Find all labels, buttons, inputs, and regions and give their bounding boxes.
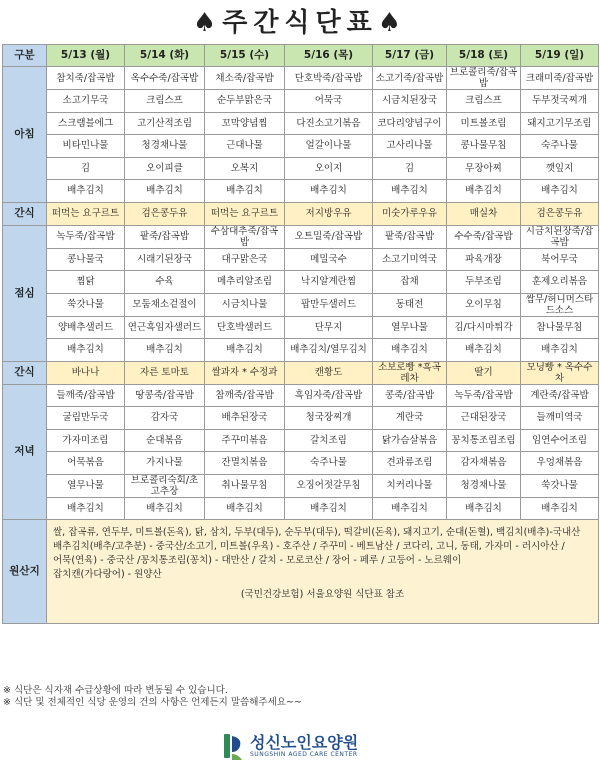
menu-cell: 무장아찌: [447, 157, 521, 180]
menu-cell: 단호박샐러드: [205, 316, 285, 339]
menu-cell: 감자채볶음: [447, 452, 521, 475]
menu-cell: 두부조림: [447, 271, 521, 294]
menu-cell: 동태전: [373, 293, 447, 316]
menu-cell: 훈제오리볶음: [521, 271, 599, 294]
menu-cell: 땅콩죽/잡곡밥: [125, 384, 205, 407]
menu-cell: 배추김치: [47, 180, 125, 203]
menu-cell: 오이지: [285, 157, 373, 180]
menu-cell: 잡채: [373, 271, 447, 294]
day-header: 5/15 (수): [205, 45, 285, 67]
logo-subtitle: SUNGSHIN AGED CARE CENTER: [250, 751, 358, 758]
lunch-row: [3, 339, 599, 362]
day-header: 5/18 (토): [447, 45, 521, 67]
origin-line: 잡치캔(가다랑어) - 원양산: [53, 569, 162, 580]
menu-cell: 크림스프: [125, 90, 205, 113]
snack-cell: 검은콩두유: [521, 202, 599, 225]
menu-cell: 오이무침: [447, 293, 521, 316]
menu-cell: 팝만두샐러드: [285, 293, 373, 316]
lunch-label: 점심: [3, 225, 47, 361]
day-header: 5/16 (목): [285, 45, 373, 67]
menu-cell: 배추김치: [205, 497, 285, 520]
menu-cell: 어묵볶음: [47, 452, 125, 475]
menu-cell: 시래기된장국: [125, 248, 205, 271]
menu-cell: 깻잎지: [521, 157, 599, 180]
menu-cell: 치커리나물: [373, 474, 447, 497]
menu-cell: 대구맑은국: [205, 248, 285, 271]
menu-cell: 브로콜리숙회/초고추장: [125, 474, 205, 497]
menu-cell: 계란죽/잡곡밥: [521, 384, 599, 407]
menu-cell: 코다리양념구이: [373, 112, 447, 135]
menu-cell: 우엉채볶음: [521, 452, 599, 475]
menu-cell: 콩나물무침: [447, 135, 521, 158]
day-header: 5/14 (화): [125, 45, 205, 67]
lunch-row: [3, 271, 599, 294]
notes: [3, 685, 593, 709]
menu-cell: 가자미조림: [47, 429, 125, 452]
note-line: ※ 식단 및 전체적인 식당 운영의 건의 사항은 언제든지 말씀해주세요~~: [3, 697, 302, 708]
header-corner: 구분: [3, 45, 47, 67]
menu-cell: 오복지: [205, 157, 285, 180]
menu-cell: 연근흑임자샐러드: [125, 316, 205, 339]
menu-cell: 미트볼조림: [447, 112, 521, 135]
menu-cell: 배추김치/열무김치: [285, 339, 373, 362]
menu-cell: 쑥갓나물: [521, 474, 599, 497]
menu-cell: 배추김치: [205, 180, 285, 203]
menu-cell: 임연수어조림: [521, 429, 599, 452]
menu-cell: 배추된장국: [205, 407, 285, 430]
menu-cell: 숙주나물: [285, 452, 373, 475]
weekly-menu-table: [2, 44, 599, 624]
lunch-row: [3, 293, 599, 316]
menu-cell: 열무나물: [47, 474, 125, 497]
menu-cell: 닭가슴살볶음: [373, 429, 447, 452]
menu-cell: 꼬막양념찜: [205, 112, 285, 135]
menu-cell: 참깨죽/잡곡밥: [205, 384, 285, 407]
menu-cell: 쑥갓나물: [47, 293, 125, 316]
menu-cell: 팥죽/잡곡밥: [373, 225, 447, 248]
breakfast-row: [3, 67, 599, 90]
menu-cell: 찜닭: [47, 271, 125, 294]
menu-cell: 갈치조림: [285, 429, 373, 452]
menu-cell: 배추김치: [373, 339, 447, 362]
menu-cell: 근대된장국: [447, 407, 521, 430]
snack-cell: 모닝빵 * 옥수수차: [521, 361, 599, 384]
menu-cell: 순대볶음: [125, 429, 205, 452]
menu-cell: 옥수수죽/잡곡밥: [125, 67, 205, 90]
menu-cell: 녹두죽/잡곡밥: [47, 225, 125, 248]
menu-cell: 비타민나물: [47, 135, 125, 158]
menu-cell: 견과류조림: [373, 452, 447, 475]
menu-cell: 돼지고기무조림: [521, 112, 599, 135]
snack-cell: 딸기: [447, 361, 521, 384]
menu-cell: 어묵국: [285, 90, 373, 113]
origin-note: (국민건강보험) 서울요양원 식단표 참조: [240, 589, 405, 600]
menu-cell: 꽁치통조림조림: [447, 429, 521, 452]
menu-cell: 배추김치: [373, 497, 447, 520]
breakfast-row: [3, 157, 599, 180]
menu-cell: 김/다시마튀각: [447, 316, 521, 339]
menu-cell: 배추김치: [373, 180, 447, 203]
origin-line: 배추김치(배추/고추분) - 중국산/소고기, 미트볼(우육) - 호주산 / 주꾸미 - 베트남산 / 코다리, 고니, 동태, 가자미 - 러시아산 /: [53, 541, 565, 552]
menu-cell: 메밀국수: [285, 248, 373, 271]
menu-cell: 오징어젓갈무침: [285, 474, 373, 497]
logo-name: 성신노인요양원: [250, 733, 359, 752]
menu-cell: 채소죽/잡곡밥: [205, 67, 285, 90]
snack1-label: 간식: [3, 202, 47, 225]
menu-cell: 북어무국: [521, 248, 599, 271]
dinner-row: [3, 497, 599, 520]
menu-cell: 계란국: [373, 407, 447, 430]
lunch-row: [3, 316, 599, 339]
menu-cell: 흑임자죽/잡곡밥: [285, 384, 373, 407]
menu-cell: 굴림만두국: [47, 407, 125, 430]
menu-cell: 수삼대추죽/잡곡밥: [205, 225, 285, 248]
snack-cell: 떠먹는 요구르트: [47, 202, 125, 225]
menu-cell: 팥죽/잡곡밥: [125, 225, 205, 248]
menu-cell: 배추김치: [47, 497, 125, 520]
menu-cell: 콩죽/잡곡밥: [373, 384, 447, 407]
menu-cell: 시금치된장죽/잡곡밥: [521, 225, 599, 248]
day-header: 5/13 (월): [47, 45, 125, 67]
dinner-row: [3, 384, 599, 407]
day-header: 5/19 (일): [521, 45, 599, 67]
origin-text: [47, 520, 599, 624]
menu-cell: 얼갈이나물: [285, 135, 373, 158]
dinner-row: [3, 407, 599, 430]
menu-cell: 배추김치: [47, 339, 125, 362]
sungshin-logo-icon: [222, 732, 244, 762]
menu-cell: 모둠채소겉절이: [125, 293, 205, 316]
menu-cell: 배추김치: [521, 497, 599, 520]
menu-cell: 배추김치: [285, 180, 373, 203]
snack1-row: [3, 202, 599, 225]
menu-cell: 취나물무침: [205, 474, 285, 497]
menu-cell: 배추김치: [447, 180, 521, 203]
menu-cell: 김: [47, 157, 125, 180]
snack-cell: 소보로빵 *흑곡레차: [373, 361, 447, 384]
origin-line: 어묵(연육) - 중국산 /꽁치통조림(꽁치) - 대만산 / 갈치 - 모로코산 / 장어 - 페루 / 고등어 - 노르웨이: [53, 555, 462, 566]
lunch-row: [3, 248, 599, 271]
menu-cell: 청경채나물: [125, 135, 205, 158]
origin-label: 원산지: [3, 520, 47, 624]
snack-cell: 미숫가루우유: [373, 202, 447, 225]
menu-cell: 청국장찌개: [285, 407, 373, 430]
menu-cell: 감자국: [125, 407, 205, 430]
menu-cell: 숙주나물: [521, 135, 599, 158]
dinner-row: [3, 429, 599, 452]
menu-cell: 참나물무침: [521, 316, 599, 339]
menu-cell: 배추김치: [447, 497, 521, 520]
menu-cell: 크림스프: [447, 90, 521, 113]
menu-cell: 단무지: [285, 316, 373, 339]
menu-cell: 참치죽/잡곡밥: [47, 67, 125, 90]
breakfast-row: [3, 135, 599, 158]
header-row: [3, 45, 599, 67]
menu-cell: 수육: [125, 271, 205, 294]
menu-cell: 들깨죽/잡곡밥: [47, 384, 125, 407]
menu-cell: 소고기무국: [47, 90, 125, 113]
menu-cell: 쌈무/허니머스타드소스: [521, 293, 599, 316]
dinner-label: 저녁: [3, 384, 47, 520]
menu-cell: 배추김치: [125, 339, 205, 362]
snack-cell: 쌀과자 * 수정과: [205, 361, 285, 384]
breakfast-label: 아침: [3, 67, 47, 203]
menu-cell: 시금치나물: [205, 293, 285, 316]
menu-cell: 시금치된장국: [373, 90, 447, 113]
breakfast-row: [3, 112, 599, 135]
menu-cell: 김: [373, 157, 447, 180]
page-title: ♠주간식단표♠: [192, 8, 408, 38]
snack2-label: 간식: [3, 361, 47, 384]
snack-cell: 검은콩두유: [125, 202, 205, 225]
menu-cell: 오이피클: [125, 157, 205, 180]
snack-cell: 매실차: [447, 202, 521, 225]
menu-cell: 고기산적조림: [125, 112, 205, 135]
menu-cell: 크래미죽/잡곡밥: [521, 67, 599, 90]
day-header: 5/17 (금): [373, 45, 447, 67]
menu-cell: 낙지알계란찜: [285, 271, 373, 294]
menu-cell: 소고기미역국: [373, 248, 447, 271]
menu-cell: 배추김치: [285, 497, 373, 520]
note-line: ※ 식단은 식자재 수급상황에 따라 변동될 수 있습니다.: [3, 685, 228, 696]
dinner-row: [3, 474, 599, 497]
menu-cell: 오트밀죽/잡곡밥: [285, 225, 373, 248]
menu-cell: 주꾸미볶음: [205, 429, 285, 452]
menu-cell: 녹두죽/잡곡밥: [447, 384, 521, 407]
menu-cell: 배추김치: [125, 497, 205, 520]
menu-cell: 청경채나물: [447, 474, 521, 497]
menu-cell: 수수죽/잡곡밥: [447, 225, 521, 248]
menu-cell: 소고기죽/잡곡밥: [373, 67, 447, 90]
menu-cell: 다진소고기볶음: [285, 112, 373, 135]
menu-cell: 열무나물: [373, 316, 447, 339]
snack-cell: 떠먹는 요구르트: [205, 202, 285, 225]
menu-cell: 들깨미역국: [521, 407, 599, 430]
menu-cell: 배추김치: [521, 180, 599, 203]
snack2-row: [3, 361, 599, 384]
menu-cell: 고사리나물: [373, 135, 447, 158]
menu-cell: 배추김치: [125, 180, 205, 203]
menu-cell: 가지나물: [125, 452, 205, 475]
origin-line: 쌀, 잡곡류, 연두부, 미트볼(돈육), 닭, 삼치, 두부(대두), 순두부(대두), 떡갈비(돈육), 돼지고기, 순대(돈혈), 백김치(배추)-국내산: [53, 527, 581, 538]
dinner-row: [3, 452, 599, 475]
menu-cell: 잔멸치볶음: [205, 452, 285, 475]
snack-cell: 바나나: [47, 361, 125, 384]
snack-cell: 캔황도: [285, 361, 373, 384]
breakfast-row: [3, 90, 599, 113]
snack-cell: 자른 토마토: [125, 361, 205, 384]
menu-cell: 메추리알조림: [205, 271, 285, 294]
menu-cell: 배추김치: [205, 339, 285, 362]
menu-cell: 배추김치: [447, 339, 521, 362]
origin-row: [3, 520, 599, 624]
lunch-row: [3, 225, 599, 248]
logo: [222, 730, 382, 766]
menu-cell: 단호박죽/잡곡밥: [285, 67, 373, 90]
menu-cell: 두부젓국찌개: [521, 90, 599, 113]
menu-cell: 스크램블에그: [47, 112, 125, 135]
menu-cell: 양배추샐러드: [47, 316, 125, 339]
snack-cell: 저지방우유: [285, 202, 373, 225]
breakfast-row: [3, 180, 599, 203]
menu-cell: 순두부맑은국: [205, 90, 285, 113]
menu-cell: 파육개장: [447, 248, 521, 271]
menu-cell: 근대나물: [205, 135, 285, 158]
menu-cell: 브로콜리죽/잡곡밥: [447, 67, 521, 90]
menu-cell: 콩나물국: [47, 248, 125, 271]
menu-cell: 배추김치: [521, 339, 599, 362]
